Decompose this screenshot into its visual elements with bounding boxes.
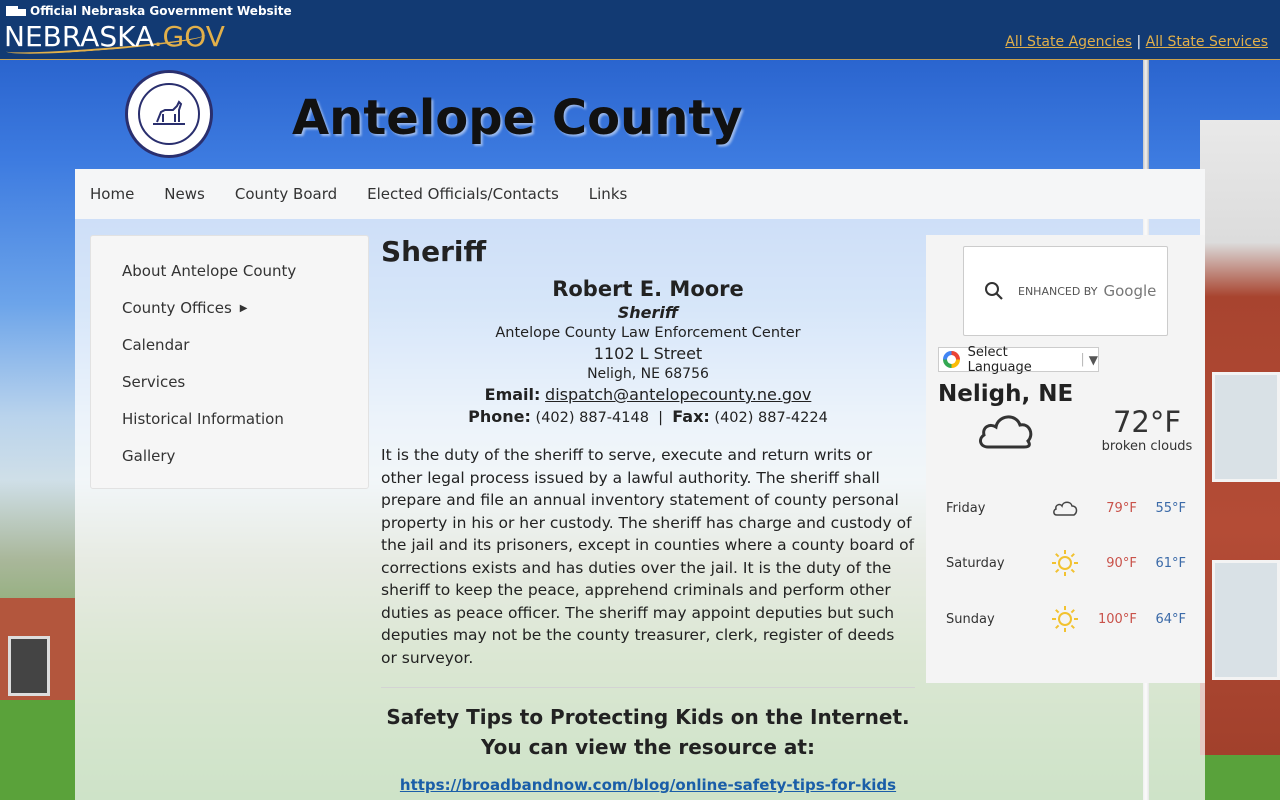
- phone-label: Phone:: [468, 407, 531, 426]
- sidebar-item-gallery[interactable]: Gallery: [122, 446, 176, 465]
- weather-city: Neligh, NE: [938, 381, 1074, 407]
- page-title: Sheriff: [381, 235, 487, 268]
- background-grass: [0, 700, 75, 800]
- forecast-day: Saturday: [946, 555, 1005, 571]
- forecast-row: [946, 604, 1186, 634]
- divider: [381, 687, 915, 688]
- main-content: [381, 235, 915, 794]
- google-label: Google: [1103, 282, 1157, 300]
- nav-links[interactable]: Links: [588, 185, 628, 203]
- sun-icon: [1048, 605, 1081, 633]
- background-window: [1212, 372, 1280, 482]
- county-title: Antelope County: [292, 90, 743, 146]
- sidebar-item-county-offices[interactable]: County Offices ▶: [122, 289, 368, 326]
- sidebar-item-historical[interactable]: Historical Information: [122, 409, 284, 428]
- street-address: 1102 L Street: [593, 344, 703, 363]
- forecast-high: 90°F: [1106, 555, 1137, 571]
- safety-tips-link[interactable]: https://broadbandnow.com/blog/online-safety-tips-for-kids: [399, 776, 897, 794]
- nav-home[interactable]: Home: [90, 185, 135, 203]
- state-header-bar: [0, 0, 1280, 60]
- forecast-low: 55°F: [1155, 500, 1186, 516]
- google-search-box[interactable]: [963, 246, 1168, 336]
- nebraska-state-icon: [6, 6, 26, 16]
- chevron-down-icon[interactable]: ▼: [1088, 352, 1098, 367]
- link-separator: |: [1136, 34, 1142, 50]
- main-nav: [75, 169, 1205, 219]
- google-icon: [943, 351, 960, 368]
- submenu-arrow-icon: ▶: [239, 303, 248, 314]
- enhanced-by-label: ENHANCED BY: [1018, 284, 1098, 298]
- sidebar-item-services[interactable]: Services: [122, 372, 186, 391]
- email-label: Email:: [484, 385, 541, 404]
- phone-fax-separator: |: [658, 410, 664, 426]
- office-name: Antelope County Law Enforcement Center: [495, 325, 801, 341]
- phone-number: (402) 887-4148: [535, 410, 649, 426]
- current-temperature: 72°F: [1112, 405, 1182, 439]
- cloud-icon: [976, 407, 1036, 451]
- city-state-zip: Neligh, NE 68756: [587, 366, 709, 382]
- sheriff-name: Robert E. Moore: [552, 277, 744, 301]
- nebraska-gov-logo[interactable]: NEBRASKA.GOV: [4, 20, 225, 53]
- forecast-day: Friday: [946, 500, 986, 516]
- cloud-icon: [1048, 494, 1081, 522]
- sidebar-item-about[interactable]: About Antelope County: [122, 261, 297, 280]
- all-state-agencies-link[interactable]: All State Agencies: [1005, 34, 1133, 50]
- forecast-high: 79°F: [1106, 500, 1137, 516]
- safety-tips-heading: Safety Tips to Protecting Kids on the Internet. You can view the resource at:: [386, 705, 910, 759]
- contact-block: [381, 277, 915, 426]
- language-select-label: Select Language: [967, 344, 1032, 375]
- phone-line: [381, 407, 915, 426]
- email-link[interactable]: dispatch@antelopecounty.ne.gov: [545, 385, 812, 404]
- forecast-high: 100°F: [1098, 611, 1137, 627]
- search-icon[interactable]: [984, 281, 1004, 301]
- forecast-row: [946, 493, 1186, 523]
- county-seal-icon[interactable]: [125, 70, 213, 158]
- email-line: [381, 385, 915, 404]
- background-grass: [1200, 755, 1280, 800]
- state-links: [1005, 34, 1268, 50]
- sheriff-role: Sheriff: [617, 303, 679, 322]
- official-site-label: Official Nebraska Government Website: [6, 4, 292, 18]
- language-select[interactable]: [938, 344, 1099, 375]
- fax-label: Fax:: [672, 407, 710, 426]
- background-building-left: [0, 598, 75, 708]
- background-window: [1212, 560, 1280, 680]
- all-state-services-link[interactable]: All State Services: [1145, 34, 1268, 50]
- nav-news[interactable]: News: [164, 185, 205, 203]
- forecast-row: [946, 548, 1186, 578]
- side-menu: [90, 235, 369, 489]
- forecast-low: 64°F: [1155, 611, 1186, 627]
- right-sidebar: [926, 235, 1205, 683]
- sidebar-item-calendar[interactable]: Calendar: [122, 335, 190, 354]
- nav-elected-officials[interactable]: Elected Officials/Contacts: [367, 185, 559, 203]
- sun-icon: [1048, 549, 1081, 577]
- fax-number: (402) 887-4224: [714, 410, 828, 426]
- forecast-day: Sunday: [946, 611, 995, 627]
- current-condition: broken clouds: [1101, 439, 1193, 454]
- sheriff-description: It is the duty of the sheriff to serve, execute and return writs or other legal process issued by a lawful authority. The sheriff shall prepare and file an annual inventory statement of county personal property in his or her custody. The sheriff has charge and custody of the jail and its prisoners, except in counties where a county board of corrections exists and has duties over the jail. It is the duty of the sheriff to keep the peace, apprehend criminals and perform other duties as peace officer. The sheriff may appoint deputies but such deputies may not be the county treasurer, clerk, register of deeds or surveyor.: [381, 446, 915, 667]
- select-separator: |: [1080, 352, 1085, 367]
- nav-county-board[interactable]: County Board: [234, 185, 338, 203]
- forecast-low: 61°F: [1155, 555, 1186, 571]
